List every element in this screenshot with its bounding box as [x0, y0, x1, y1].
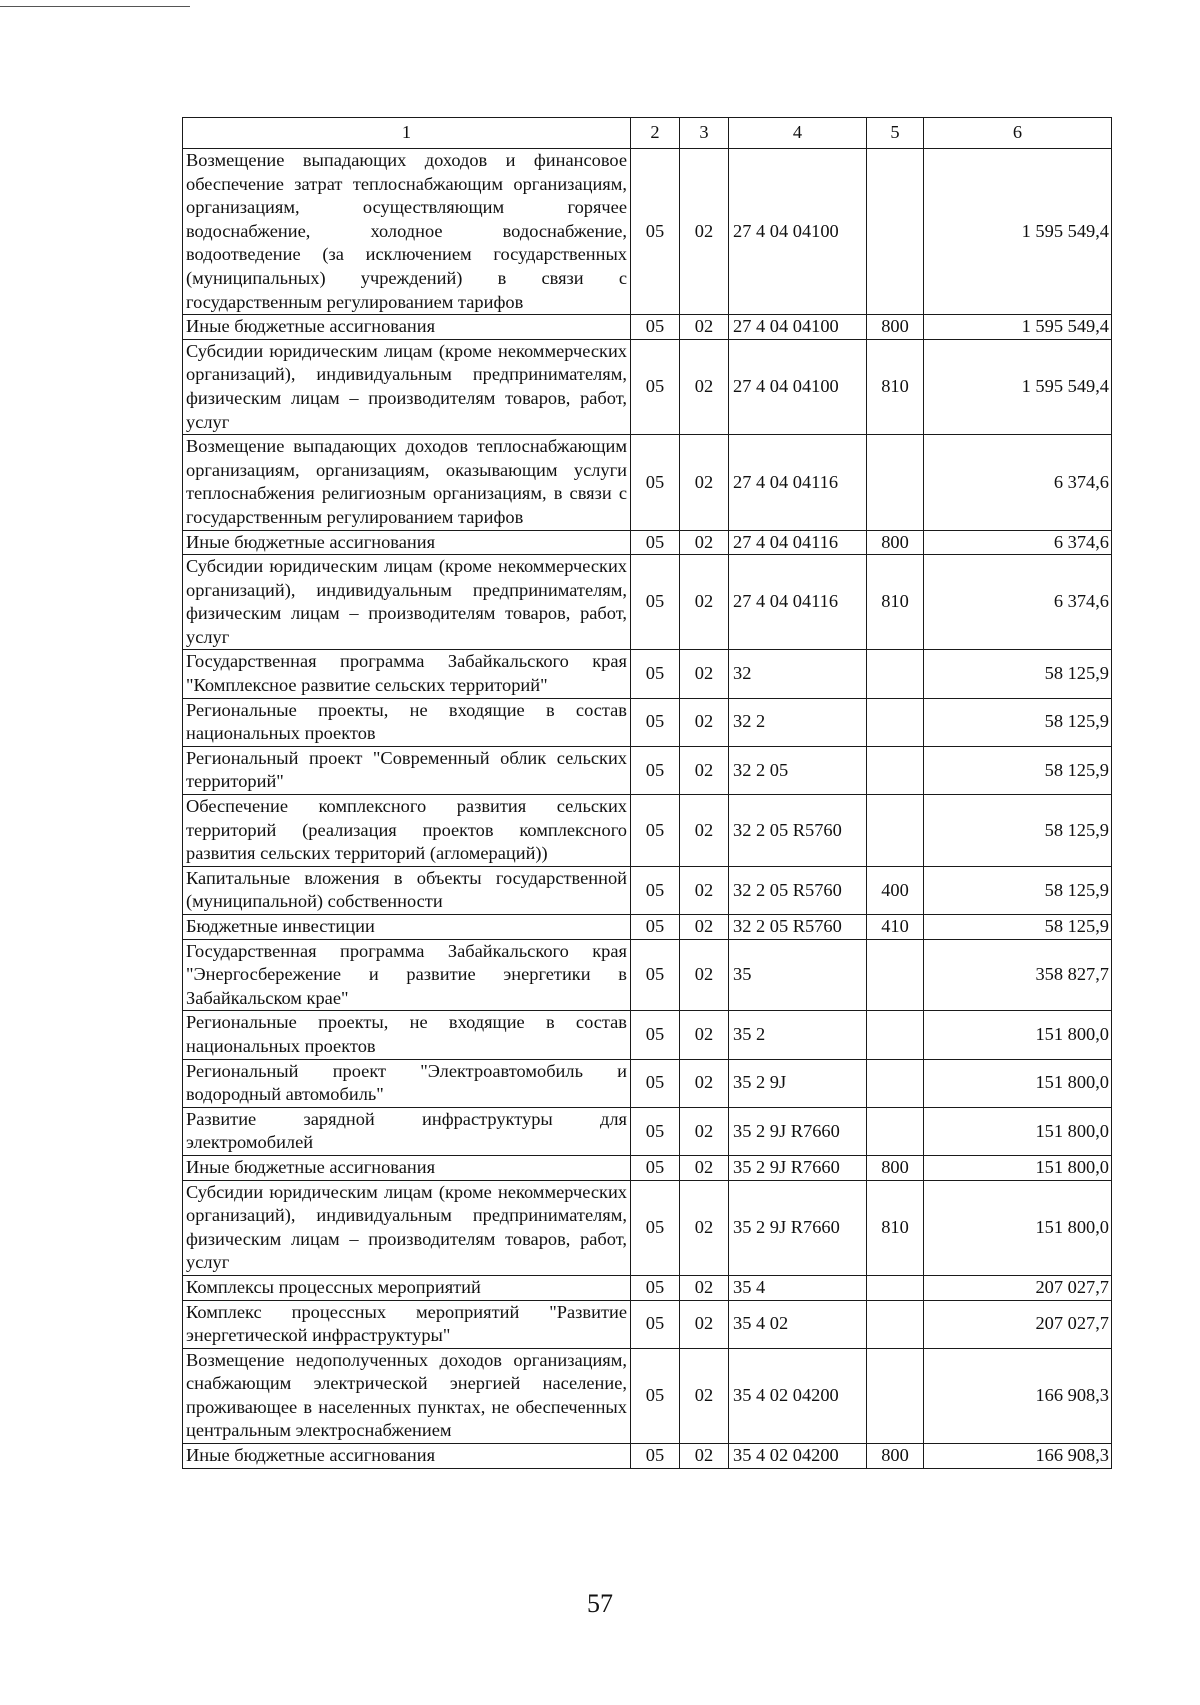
row-expense-type	[867, 1059, 924, 1107]
row-expense-type: 800	[867, 315, 924, 340]
row-target-article: 35 4 02 04200	[729, 1444, 867, 1469]
row-amount: 58 125,9	[924, 698, 1112, 746]
row-expense-type	[867, 1275, 924, 1300]
table-row	[183, 1155, 1112, 1180]
row-name: Государственная программа Забайкальского края "Энергосбережение и развитие энергетики в Забайкальском крае"	[183, 939, 631, 1011]
table-row	[183, 1275, 1112, 1300]
row-target-article: 35 2 9J R7660	[729, 1155, 867, 1180]
row-subsection: 02	[680, 1180, 729, 1275]
row-expense-type	[867, 746, 924, 794]
row-section: 05	[631, 1348, 680, 1443]
row-subsection: 02	[680, 1107, 729, 1155]
row-amount: 58 125,9	[924, 795, 1112, 867]
table-row	[183, 746, 1112, 794]
row-subsection: 02	[680, 1275, 729, 1300]
row-target-article: 27 4 04 04100	[729, 149, 867, 315]
row-subsection: 02	[680, 939, 729, 1011]
row-amount: 151 800,0	[924, 1059, 1112, 1107]
row-expense-type: 400	[867, 866, 924, 914]
row-target-article: 35 4	[729, 1275, 867, 1300]
row-section: 05	[631, 1011, 680, 1059]
row-subsection: 02	[680, 1300, 729, 1348]
header-col-5: 5	[867, 118, 924, 149]
row-subsection: 02	[680, 1011, 729, 1059]
row-amount: 1 595 549,4	[924, 149, 1112, 315]
row-subsection: 02	[680, 339, 729, 434]
row-expense-type: 800	[867, 1444, 924, 1469]
row-amount: 6 374,6	[924, 530, 1112, 555]
row-name: Возмещение выпадающих доходов и финансовое обеспечение затрат теплоснабжающим организациям, организациям, осуществляющим горячее водоснабжение, холодное водоснабжение, водоотведение (за исключением государственных (муниципальных) учреждений) в связи с государственным регулированием тарифов	[183, 149, 631, 315]
table-row	[183, 866, 1112, 914]
row-target-article: 35 2	[729, 1011, 867, 1059]
row-amount: 1 595 549,4	[924, 315, 1112, 340]
row-expense-type	[867, 1348, 924, 1443]
row-section: 05	[631, 339, 680, 434]
table-row	[183, 530, 1112, 555]
row-amount: 358 827,7	[924, 939, 1112, 1011]
row-section: 05	[631, 555, 680, 650]
scan-edge-line	[0, 6, 190, 7]
row-section: 05	[631, 915, 680, 940]
row-name: Субсидии юридическим лицам (кроме некоммерческих организаций), индивидуальным предпринимателям, физическим лицам – производителям товаров, работ, услуг	[183, 339, 631, 434]
row-amount: 58 125,9	[924, 746, 1112, 794]
row-section: 05	[631, 1444, 680, 1469]
row-amount: 151 800,0	[924, 1011, 1112, 1059]
row-section: 05	[631, 1059, 680, 1107]
row-expense-type: 800	[867, 530, 924, 555]
table-row	[183, 339, 1112, 434]
row-subsection: 02	[680, 866, 729, 914]
row-expense-type	[867, 939, 924, 1011]
row-target-article: 27 4 04 04116	[729, 555, 867, 650]
row-name: Возмещение выпадающих доходов теплоснабжающим организациям, организациям, оказывающим услуги теплоснабжения религиозным организациям, в связи с государственным регулированием тарифов	[183, 435, 631, 530]
row-amount: 58 125,9	[924, 650, 1112, 698]
row-expense-type: 410	[867, 915, 924, 940]
row-expense-type: 810	[867, 1180, 924, 1275]
row-section: 05	[631, 698, 680, 746]
row-subsection: 02	[680, 746, 729, 794]
row-amount: 166 908,3	[924, 1444, 1112, 1469]
row-target-article: 35 2 9J	[729, 1059, 867, 1107]
row-amount: 1 595 549,4	[924, 339, 1112, 434]
row-target-article: 27 4 04 04100	[729, 339, 867, 434]
row-name: Региональный проект "Электроавтомобиль и водородный автомобиль"	[183, 1059, 631, 1107]
row-name: Бюджетные инвестиции	[183, 915, 631, 940]
row-amount: 58 125,9	[924, 866, 1112, 914]
row-amount: 6 374,6	[924, 435, 1112, 530]
row-name: Государственная программа Забайкальского края "Комплексное развитие сельских территорий"	[183, 650, 631, 698]
row-target-article: 32 2 05 R5760	[729, 795, 867, 867]
row-target-article: 27 4 04 04116	[729, 530, 867, 555]
table-row	[183, 1444, 1112, 1469]
row-subsection: 02	[680, 149, 729, 315]
row-expense-type	[867, 698, 924, 746]
row-name: Комплекс процессных мероприятий "Развитие энергетической инфраструктуры"	[183, 1300, 631, 1348]
row-section: 05	[631, 1180, 680, 1275]
row-name: Субсидии юридическим лицам (кроме некоммерческих организаций), индивидуальным предпринимателям, физическим лицам – производителям товаров, работ, услуг	[183, 1180, 631, 1275]
row-subsection: 02	[680, 555, 729, 650]
row-subsection: 02	[680, 650, 729, 698]
row-name: Иные бюджетные ассигнования	[183, 530, 631, 555]
row-section: 05	[631, 939, 680, 1011]
header-col-3: 3	[680, 118, 729, 149]
row-amount: 166 908,3	[924, 1348, 1112, 1443]
row-target-article: 32 2 05 R5760	[729, 866, 867, 914]
row-subsection: 02	[680, 530, 729, 555]
row-name: Обеспечение комплексного развития сельских территорий (реализация проектов комплексного развития сельских территорий (агломераций))	[183, 795, 631, 867]
row-amount: 151 800,0	[924, 1155, 1112, 1180]
row-section: 05	[631, 149, 680, 315]
row-amount: 207 027,7	[924, 1300, 1112, 1348]
row-amount: 151 800,0	[924, 1180, 1112, 1275]
page-number: 57	[587, 1589, 613, 1618]
row-section: 05	[631, 1300, 680, 1348]
row-amount: 6 374,6	[924, 555, 1112, 650]
row-target-article: 27 4 04 04116	[729, 435, 867, 530]
row-section: 05	[631, 1155, 680, 1180]
row-name: Иные бюджетные ассигнования	[183, 1444, 631, 1469]
table-row	[183, 315, 1112, 340]
table-row	[183, 149, 1112, 315]
row-target-article: 32 2 05 R5760	[729, 915, 867, 940]
row-subsection: 02	[680, 795, 729, 867]
row-expense-type: 810	[867, 339, 924, 434]
table-row	[183, 1348, 1112, 1443]
row-expense-type	[867, 149, 924, 315]
budget-table	[182, 117, 1112, 1469]
row-target-article: 27 4 04 04100	[729, 315, 867, 340]
table-row	[183, 1059, 1112, 1107]
row-subsection: 02	[680, 435, 729, 530]
row-section: 05	[631, 315, 680, 340]
row-section: 05	[631, 866, 680, 914]
row-section: 05	[631, 746, 680, 794]
header-col-4: 4	[729, 118, 867, 149]
row-expense-type	[867, 1107, 924, 1155]
row-expense-type: 810	[867, 555, 924, 650]
table-row	[183, 555, 1112, 650]
row-name: Субсидии юридическим лицам (кроме некоммерческих организаций), индивидуальным предпринимателям, физическим лицам – производителям товаров, работ, услуг	[183, 555, 631, 650]
row-expense-type: 800	[867, 1155, 924, 1180]
row-subsection: 02	[680, 1155, 729, 1180]
row-name: Региональные проекты, не входящие в состав национальных проектов	[183, 1011, 631, 1059]
row-section: 05	[631, 1275, 680, 1300]
row-target-article: 35 4 02 04200	[729, 1348, 867, 1443]
row-section: 05	[631, 1107, 680, 1155]
table-row	[183, 1300, 1112, 1348]
table-row	[183, 1011, 1112, 1059]
row-expense-type	[867, 1300, 924, 1348]
row-name: Иные бюджетные ассигнования	[183, 1155, 631, 1180]
table-row	[183, 1107, 1112, 1155]
table-row	[183, 795, 1112, 867]
table-row	[183, 939, 1112, 1011]
row-section: 05	[631, 530, 680, 555]
header-col-2: 2	[631, 118, 680, 149]
row-target-article: 35	[729, 939, 867, 1011]
row-name: Иные бюджетные ассигнования	[183, 315, 631, 340]
row-amount: 58 125,9	[924, 915, 1112, 940]
row-name: Возмещение недополученных доходов организациям, снабжающим электрической энергией население, проживающее в населенных пунктах, не обеспеченных центральным электроснабжением	[183, 1348, 631, 1443]
row-expense-type	[867, 1011, 924, 1059]
row-name: Капитальные вложения в объекты государственной (муниципальной) собственности	[183, 866, 631, 914]
header-row	[183, 118, 1112, 149]
table-row	[183, 915, 1112, 940]
row-target-article: 32 2 05	[729, 746, 867, 794]
row-section: 05	[631, 650, 680, 698]
row-target-article: 35 2 9J R7660	[729, 1180, 867, 1275]
table-row	[183, 1180, 1112, 1275]
row-target-article: 32	[729, 650, 867, 698]
row-subsection: 02	[680, 1059, 729, 1107]
row-name: Региональные проекты, не входящие в состав национальных проектов	[183, 698, 631, 746]
table-row	[183, 698, 1112, 746]
header-col-1: 1	[183, 118, 631, 149]
row-subsection: 02	[680, 1444, 729, 1469]
row-expense-type	[867, 435, 924, 530]
table-row	[183, 435, 1112, 530]
header-col-6: 6	[924, 118, 1112, 149]
row-name: Региональный проект "Современный облик сельских территорий"	[183, 746, 631, 794]
row-target-article: 35 4 02	[729, 1300, 867, 1348]
row-section: 05	[631, 435, 680, 530]
row-subsection: 02	[680, 315, 729, 340]
row-section: 05	[631, 795, 680, 867]
row-expense-type	[867, 650, 924, 698]
row-subsection: 02	[680, 915, 729, 940]
row-target-article: 35 2 9J R7660	[729, 1107, 867, 1155]
row-target-article: 32 2	[729, 698, 867, 746]
row-amount: 207 027,7	[924, 1275, 1112, 1300]
row-name: Комплексы процессных мероприятий	[183, 1275, 631, 1300]
row-subsection: 02	[680, 698, 729, 746]
row-expense-type	[867, 795, 924, 867]
row-subsection: 02	[680, 1348, 729, 1443]
row-amount: 151 800,0	[924, 1107, 1112, 1155]
table-row	[183, 650, 1112, 698]
row-name: Развитие зарядной инфраструктуры для электромобилей	[183, 1107, 631, 1155]
